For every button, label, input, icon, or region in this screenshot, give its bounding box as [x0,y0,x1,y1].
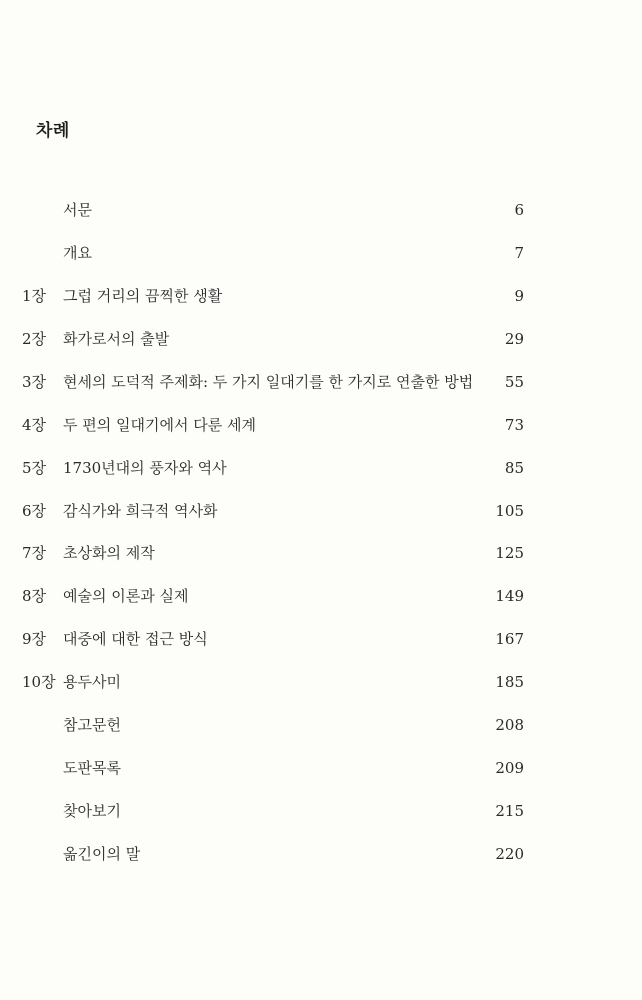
toc-entry [0,499,642,523]
toc-entry [0,413,642,437]
toc-chapter-number: 8장 [22,587,47,605]
toc-entry [0,584,642,608]
toc-entry [0,713,642,737]
toc-page-number: 105 [495,502,524,520]
toc-entry [0,627,642,651]
toc-entry-title: 대중에 대한 접근 방식 [63,630,208,648]
toc-page-number: 220 [495,845,524,863]
toc-entry-title: 용두사미 [63,673,121,691]
toc-entry-title: 두 편의 일대기에서 다룬 세계 [63,416,256,434]
toc-page-number: 209 [495,759,524,777]
toc-entry [0,756,642,780]
toc-chapter-number: 9장 [22,630,47,648]
toc-entry-title: 초상화의 제작 [63,544,155,562]
toc-entry-title: 옮긴이의 말 [63,845,141,863]
toc-entry [0,541,642,565]
toc-entry [0,456,642,480]
toc-entry [0,327,642,351]
toc-entry-title: 1730년대의 풍자와 역사 [63,459,227,477]
toc-chapter-number: 3장 [22,373,47,391]
toc-entry [0,284,642,308]
toc-entry-title: 감식가와 희극적 역사화 [63,502,218,520]
toc-chapter-number: 10장 [22,673,56,691]
toc-entry-title: 화가로서의 출발 [63,330,170,348]
toc-page-number: 55 [504,373,524,391]
toc-chapter-number: 7장 [22,544,47,562]
toc-page-number: 7 [514,244,524,262]
toc-page-number: 185 [495,673,524,691]
toc-page-number: 85 [504,459,524,477]
toc-page-number: 6 [514,201,524,219]
toc-entry-title: 참고문헌 [63,716,121,734]
toc-page-number: 73 [504,416,524,434]
toc-chapter-number: 4장 [22,416,47,434]
toc-page-number: 149 [495,587,524,605]
toc-chapter-number: 5장 [22,459,47,477]
toc-chapter-number: 6장 [22,502,47,520]
toc-entry-title: 서문 [63,201,92,219]
toc-entry-title: 찾아보기 [63,802,121,820]
toc-entry-title: 현세의 도덕적 주제화: 두 가지 일대기를 한 가지로 연출한 방법 [63,373,474,391]
toc-entry [0,670,642,694]
toc-entry [0,370,642,394]
toc-chapter-number: 1장 [22,287,47,305]
toc-entry-title: 도판목록 [63,759,121,777]
toc-page-number: 9 [514,287,524,305]
toc-entry-title: 그럽 거리의 끔찍한 생활 [63,287,223,305]
toc-chapter-number: 2장 [22,330,47,348]
toc-entry-title: 개요 [63,244,92,262]
toc-page-number: 125 [495,544,524,562]
toc-title: 차례 [36,121,70,141]
toc-entry [0,198,642,222]
toc-page-number: 215 [495,802,524,820]
toc-page-number: 29 [504,330,524,348]
toc-entry [0,241,642,265]
toc-entry [0,799,642,823]
toc-page-number: 167 [495,630,524,648]
toc-entry-title: 예술의 이론과 실제 [63,587,189,605]
toc-entry [0,842,642,866]
toc-page-number: 208 [495,716,524,734]
